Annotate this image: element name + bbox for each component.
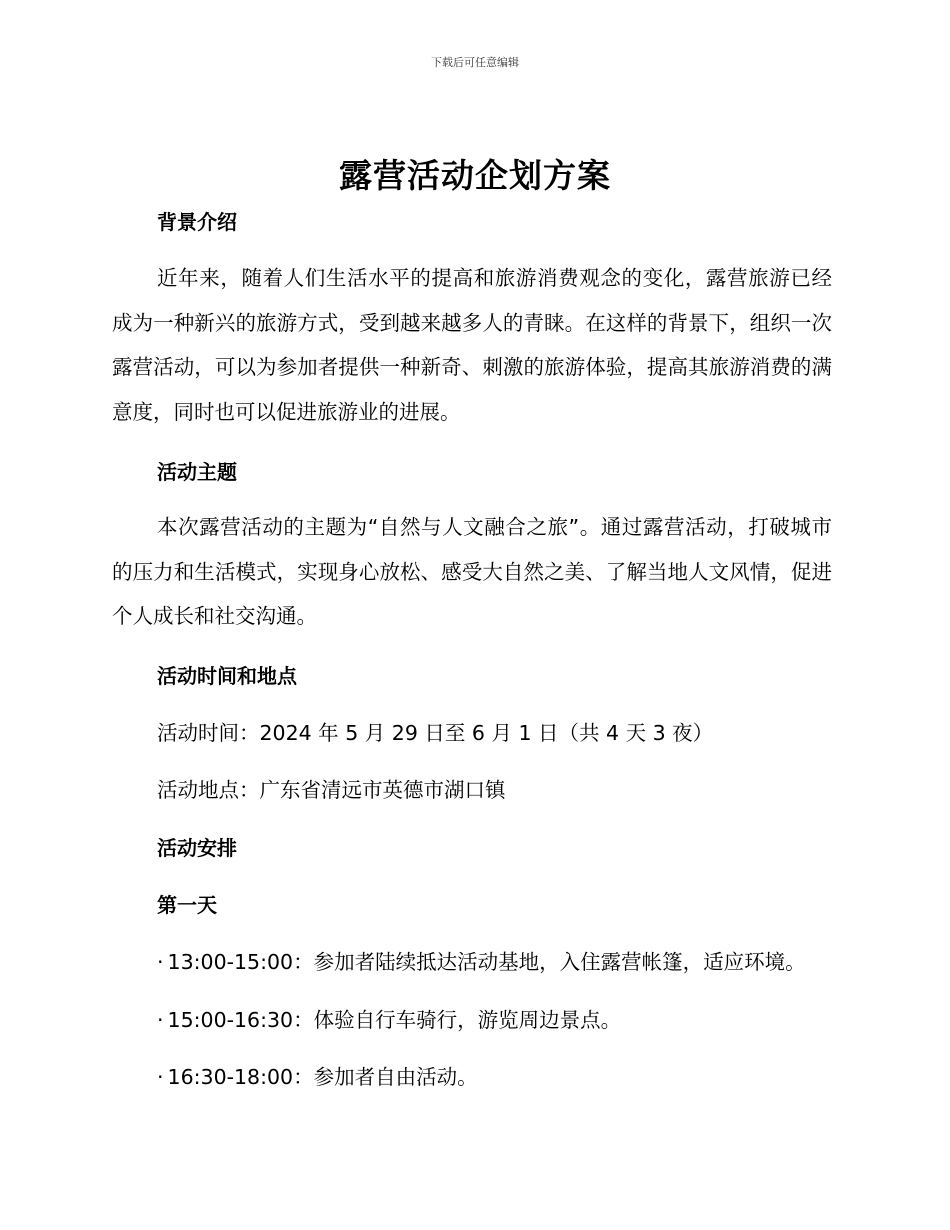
section-heading-schedule: 活动安排 [157, 836, 237, 860]
paragraph-theme: 本次露营活动的主题为“自然与人文融合之旅”。通过露营活动，打破城市的压力和生活模式，实现身心放松、感受大自然之美、了解当地人文风情，促进个人成长和社交沟通。 [112, 515, 832, 628]
schedule-item [157, 1064, 478, 1090]
section-heading-background: 背景介绍 [157, 210, 237, 234]
schedule-item-text: 13:00-15:00：参加者陆续抵达活动基地，入住露营帐篷，适应环境。 [167, 950, 806, 974]
schedule-item-text: 16:30-18:00：参加者自由活动。 [167, 1065, 478, 1089]
schedule-item-text: 15:00-16:30：体验自行车骑行，游览周边景点。 [167, 1008, 622, 1032]
schedule-item [157, 1007, 621, 1033]
document-title: 露营活动企划方案 [339, 156, 611, 195]
section-heading-time-place: 活动时间和地点 [157, 664, 297, 688]
bullet-dot: · [157, 1008, 164, 1032]
schedule-item [157, 949, 806, 975]
header-note: 下载后可任意编辑 [431, 56, 519, 69]
bullet-dot: · [157, 1065, 164, 1089]
bullet-dot: · [157, 950, 164, 974]
paragraph-background: 近年来，随着人们生活水平的提高和旅游消费观念的变化，露营旅游已经成为一种新兴的旅游方式，受到越来越多人的青睐。在这样的背景下，组织一次露营活动，可以为参加者提供一种新奇、刺激的旅游体验，提高其旅游消费的满意度，同时也可以促进旅游业的进展。 [112, 266, 832, 424]
activity-place: 活动地点：广东省清远市英德市湖口镇 [157, 778, 506, 802]
section-heading-theme: 活动主题 [157, 460, 237, 484]
activity-time: 活动时间：2024 年 5 月 29 日至 6 月 1 日（共 4 天 3 夜） [157, 721, 714, 745]
day-one-heading: 第一天 [157, 893, 217, 917]
